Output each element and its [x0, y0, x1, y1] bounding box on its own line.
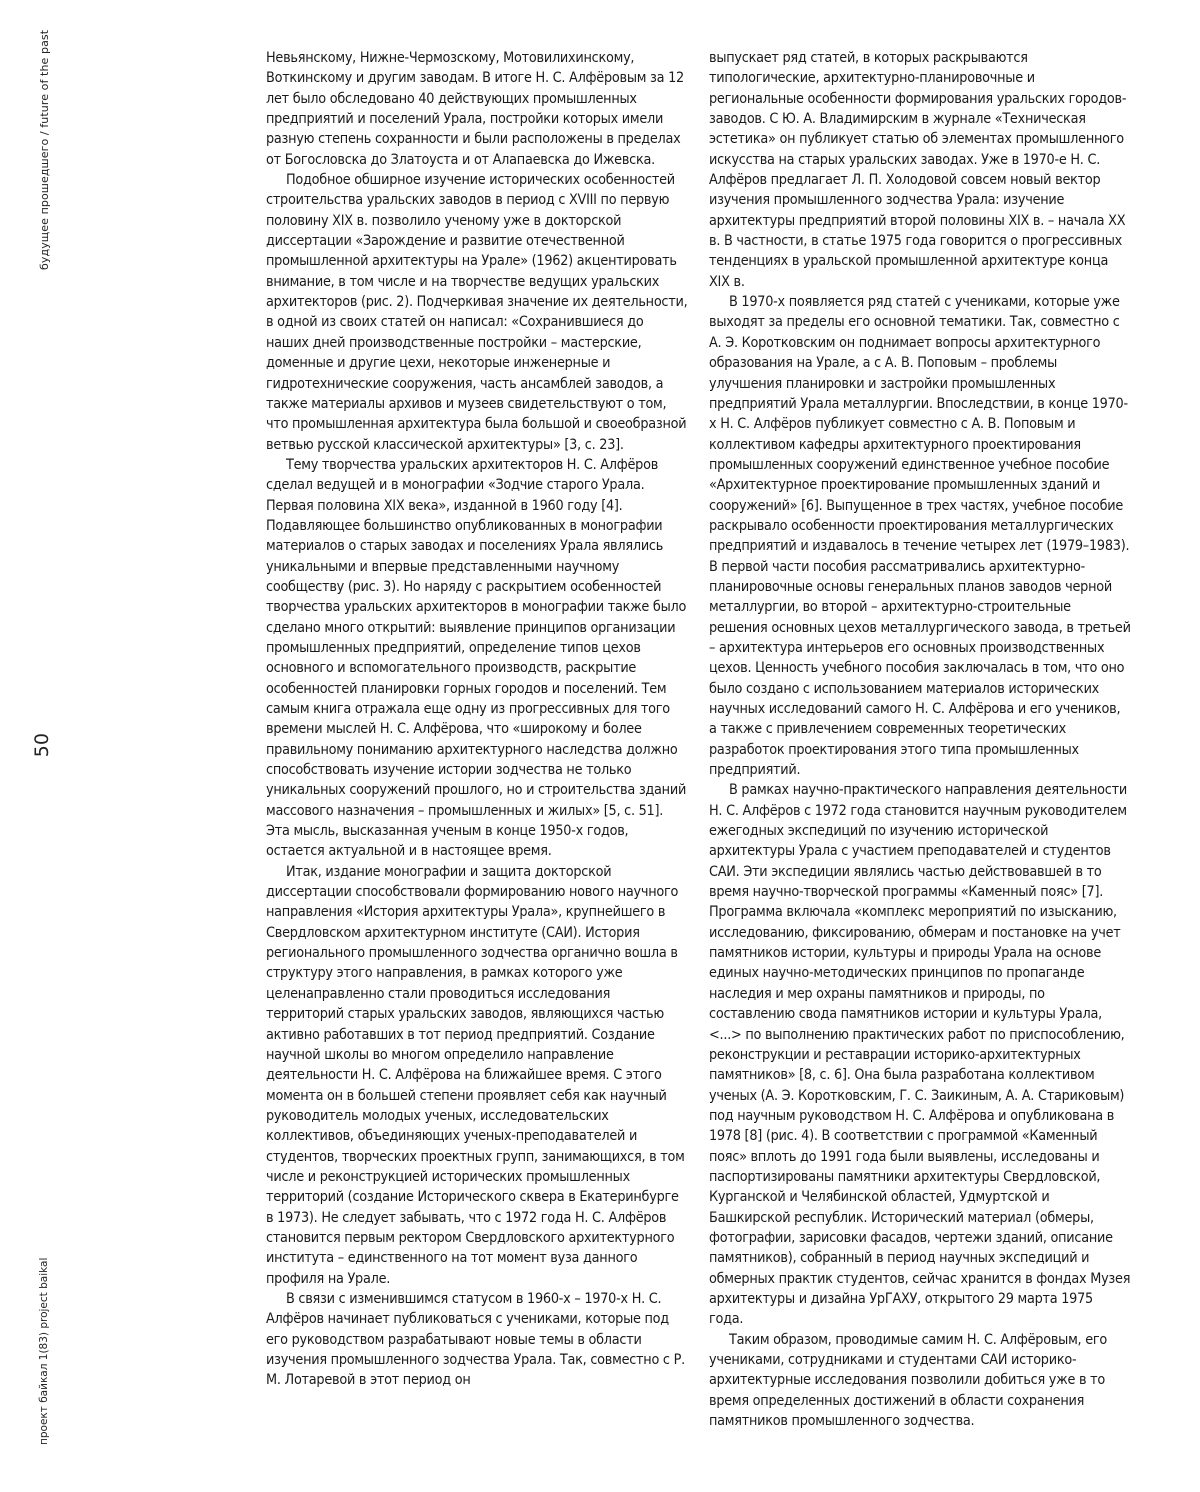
- left-text-column: [266, 48, 688, 1391]
- paragraph: Невьянскому, Нижне-Чермозскому, Мотовилихинскому, Воткинскому и другим заводам. В итоге Н. С. Алфёровым за 12 лет было обследовано 40 действующих промышленных предприятий и поселений Урала, постройки которых имели разную степень сохранности и были расположены в пределах от Богословска до Златоуста и от Алапаевска до Ижевска.: [266, 50, 684, 168]
- page-number: 50: [31, 733, 53, 758]
- paragraph: В рамках научно-практического направления деятельности Н. С. Алфёров с 1972 года становится научным руководителем ежегодных экспедиций по изучению исторической архитектуры Урала с участием преподавателей и студентов САИ. Эти экспедиции являлись частью действовавшей в то время научно-творческой программы «Каменный пояс» [7]. Программа включала «комплекс мероприятий по изысканию, исследованию, фиксированию, обмерам и постановке на учет памятников истории, культуры и природы Урала на основе единых научно-методических принципов по пропаганде наследия и мер охраны памятников и природы, по составлению свода памятников истории и культуры Урала, <...> по выполнению практических работ по приспособлению, реконструкции и реставрации историко-архитектурных памятников» [8, с. 6]. Она была разработана коллективом ученых (А. Э. Коротковским, Г. С. Заикиным, А. А. Стариковым) под научным руководством Н. С. Алфёрова и опубликована в 1978 [8] (рис. 4). В соответствии с программой «Каменный пояс» вплоть до 1991 года были выявлены, исследованы и паспортизированы памятники архитектуры Свердловской, Курганской и Челябинской областей, Удмуртской и Башкирской республик. Исторический материал (обмеры, фотографии, зарисовки фасадов, чертежи зданий, описание памятников), собранный в период научных экспедиций и обмерных практик студентов, сейчас хранится в фондах Музея архитектуры и дизайна УрГАХУ, открытого 29 марта 1975 года.: [709, 782, 1131, 1328]
- journal-running-title: будущее прошедшего / future of the past: [38, 30, 51, 271]
- paragraph: выпускает ряд статей, в которых раскрываются типологические, архитектурно-планировочные и региональные особенности формирования уральских городов-заводов. С Ю. А. Владимирским в журнале «Техническая эстетика» он публикует статью об элементах промышленного искусства на старых уральских заводах. Уже в 1970-е Н. С. Алфёров предлагает Л. П. Холодовой совсем новый вектор изучения промышленного зодчества Урала: изучение архитектуры предприятий второй половины XIX в. – начала XX в. В частности, в статье 1975 года говорится о прогрессивных тенденциях в уральской промышленной архитектуре конца XIX в.: [709, 50, 1127, 290]
- paragraph: Подобное обширное изучение исторических особенностей строительства уральских заводов в период с XVIII по первую половину XIX в. позволило ученому уже в докторской диссертации «Зарождение и развитие отечественной промышленной архитектуры на Урале» (1962) акцентировать внимание, в том числе и на творчестве ведущих уральских архитекторов (рис. 2). Подчеркивая значение их деятельности, в одной из своих статей он написал: «Сохранившиеся до наших дней производственные постройки – мастерские, доменные и другие цехи, некоторые инженерные и гидротехнические сооружения, часть ансамблей заводов, а также материалы архивов и музеев свидетельствуют о том, что промышленная архитектура была большой и своеобразной ветвью русской классической архитектуры» [3, с. 23].: [266, 172, 688, 453]
- paragraph: Таким образом, проводимые самим Н. С. Алфёровым, его учениками, сотрудниками и студентами САИ историко-архитектурные исследования позволили добиться уже в то время определенных достижений в области сохранения памятников промышленного зодчества.: [709, 1331, 1107, 1430]
- paragraph: Тему творчества уральских архитекторов Н. С. Алфёров сделал ведущей и в монографии «Зодчие старого Урала. Первая половина XIX века», изданной в 1960 году [4]. Подавляющее большинство опубликованных в монографии материалов о старых заводах и поселениях Урала являлись уникальными и впервые представленными научному сообществу (рис. 3). Но наряду с раскрытием особенностей творчества уральских архитекторов в монографии также было сделано много открытий: выявление принципов организации промышленных предприятий, определение типов цехов основного и вспомогательного производств, раскрытие особенностей планировки горных городов и поселений. Тем самым книга отражала еще одну из прогрессивных для того времени мыслей Н. С. Алфёрова, что «широкому и более правильному пониманию архитектурного наследства должно способствовать изучение истории зодчества не только уникальных сооружений прошлого, но и строительства зданий массового назначения – промышленных и жилых» [5, с. 51]. Эта мысль, высказанная ученым в конце 1950-х годов, остается актуальной и в настоящее время.: [266, 456, 687, 860]
- paragraph: Итак, издание монографии и защита докторской диссертации способствовали формированию нового научного направления «История архитектуры Урала», крупнейшего в Свердловском архитектурном институте (САИ). История регионального промышленного зодчества органично вошла в структуру этого направления, в рамках которого уже целенаправленно стали проводиться исследования территорий старых уральских заводов, являющихся частью активно работавших в тот период предприятий. Создание научной школы во многом определило направление деятельности Н. С. Алфёрова на ближайшее время. С этого момента он в большей степени проявляет себя как научный руководитель молодых ученых, исследовательских коллективов, объединяющих ученых-преподавателей и студентов, творческих проектных групп, занимающихся, в том числе и реконструкцией исторических промышленных территорий (создание Исторического сквера в Екатеринбурге в 1973). Не следует забывать, что с 1972 года Н. С. Алфёров становится первым ректором Свердловского архитектурного института – единственного на тот момент вуза данного профиля на Урале.: [266, 863, 685, 1287]
- paragraph: В связи с изменившимся статусом в 1960-х – 1970-х Н. С. Алфёров начинает публиковаться с учениками, которые под его руководством разрабатывают новые темы в области изучения промышленного зодчества Урала. Так, совместно с Р. М. Лотаревой в этот период он: [266, 1290, 685, 1389]
- paragraph: В 1970-х появляется ряд статей с учениками, которые уже выходят за пределы его основной тематики. Так, совместно с А. Э. Коротковским он поднимает вопросы архитектурного образования на Урале, а с А. В. Поповым – проблемы улучшения планировки и застройки промышленных предприятий Урала металлургии. Впоследствии, в конце 1970-х Н. С. Алфёров публикует совместно с А. В. Поповым и коллективом кафедры архитектурного проектирования промышленных сооружений единственное учебное пособие «Архитектурное проектирование промышленных зданий и сооружений» [6]. Выпущенное в трех частях, учебное пособие раскрывало особенности проектирования металлургических предприятий и издавалось в течение четырех лет (1979–1983). В первой части пособия рассматривались архитектурно-планировочные основы генеральных планов заводов черной металлургии, во второй – архитектурно-строительные решения основных цехов металлургического завода, в третьей – архитектура интерьеров его основных производственных цехов. Ценность учебного пособия заключалась в том, что оно было создано с использованием материалов исторических научных исследований самого Н. С. Алфёрова и его учеников, а также с привлечением современных теоретических разработок проектирования этого типа промышленных предприятий.: [709, 294, 1131, 779]
- publication-info: проект байкал 1(83) project baikal: [38, 1257, 50, 1445]
- right-text-column: [709, 48, 1131, 1431]
